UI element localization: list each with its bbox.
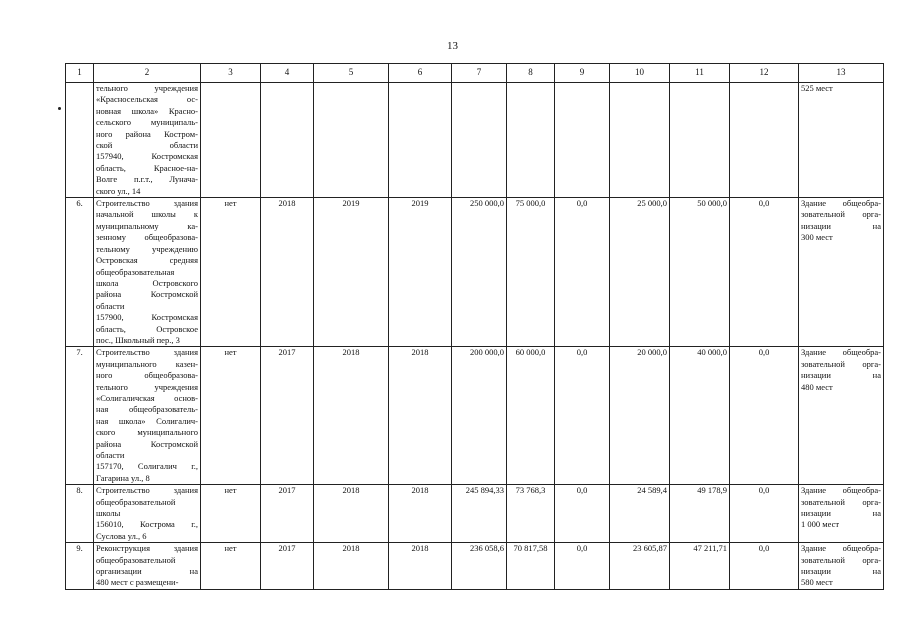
result-line: 300 мест	[801, 232, 833, 243]
object-name-line: пос., Школьный пер., 3	[96, 334, 180, 345]
object-name-cell	[94, 485, 201, 543]
table-row	[66, 347, 884, 485]
column-number: 13	[799, 64, 884, 83]
local-budget-cell: 0,0	[555, 485, 610, 543]
column-number: 6	[389, 64, 452, 83]
object-name-line: область, Островское	[96, 323, 198, 334]
commissioning-year-cell: 2019	[389, 198, 452, 347]
result-cell	[799, 198, 884, 347]
result-line: низации на	[801, 220, 881, 231]
result-line: низации на	[801, 370, 881, 381]
object-name-line: района Костромской	[96, 289, 198, 300]
design-doc-cell: нет	[201, 198, 261, 347]
end-year-cell: 2019	[314, 198, 389, 347]
object-name-line: «Солигаличская основ-	[96, 392, 198, 403]
total-cost-cell: 245 894,33	[452, 485, 507, 543]
result-line: 525 мест	[801, 83, 833, 93]
federal-budget-cell: 50 000,0	[670, 198, 730, 347]
investment-table	[65, 63, 884, 590]
object-name-line: общеобразовательной	[96, 496, 176, 507]
result-line: зовательной орга-	[801, 209, 881, 220]
other-sources-cell: 0,0	[730, 347, 799, 485]
column-number: 9	[555, 64, 610, 83]
result-line: зовательной орга-	[801, 554, 881, 565]
result-cell	[799, 543, 884, 590]
end-year-cell: 2018	[314, 485, 389, 543]
object-name-line: Строительство здания	[96, 198, 198, 209]
object-name-line: область, Красное-на-	[96, 162, 198, 173]
object-name-line: Гагарина ул., 8	[96, 472, 150, 483]
object-name-cell	[94, 543, 201, 590]
margin-mark	[58, 107, 61, 110]
total-cost-cell: 200 000,0	[452, 347, 507, 485]
column-number: 1	[66, 64, 94, 83]
federal-budget-cell: 47 211,71	[670, 543, 730, 590]
object-name-line: ного общеобразова-	[96, 370, 198, 381]
commissioning-year-cell: 2018	[389, 543, 452, 590]
regional-budget-cell: 60 000,0	[507, 347, 555, 485]
local-budget-cell: 0,0	[555, 198, 610, 347]
commissioning-year-cell: 2018	[389, 347, 452, 485]
object-name-line: ского муниципального	[96, 427, 198, 438]
object-name-line: 157900, Костромская	[96, 312, 198, 323]
column-number: 2	[94, 64, 201, 83]
result-line: Здание общеобра-	[801, 485, 881, 496]
funding-cell: 24 589,4	[610, 485, 670, 543]
funding-cell: 20 000,0	[610, 347, 670, 485]
object-name-line: тельного учреждения	[96, 381, 198, 392]
object-name-line: Реконструкция здания	[96, 543, 198, 554]
row-number: 8.	[66, 485, 94, 543]
regional-budget-cell: 70 817,58	[507, 543, 555, 590]
row-number: 6.	[66, 198, 94, 347]
object-name-line: Волге п.г.т., Лунача-	[96, 174, 198, 185]
page-number: 13	[447, 40, 458, 52]
column-number: 11	[670, 64, 730, 83]
commissioning-year-cell: 2018	[389, 485, 452, 543]
result-line: 1 000 мест	[801, 519, 840, 530]
table-row	[66, 83, 884, 198]
result-line: 480 мест	[801, 381, 833, 392]
start-year-cell: 2017	[261, 347, 314, 485]
object-name-line: Островская средняя	[96, 255, 198, 266]
row-number: 9.	[66, 543, 94, 590]
other-sources-cell: 0,0	[730, 543, 799, 590]
funding-cell: 23 605,87	[610, 543, 670, 590]
design-doc-cell: нет	[201, 347, 261, 485]
end-year-cell: 2018	[314, 347, 389, 485]
federal-budget-cell: 49 178,9	[670, 485, 730, 543]
column-number: 10	[610, 64, 670, 83]
object-name-line: начальной школы к	[96, 209, 198, 220]
column-number: 3	[201, 64, 261, 83]
object-name-line: школы	[96, 508, 121, 519]
start-year-cell: 2017	[261, 485, 314, 543]
result-line: низации на	[801, 566, 881, 577]
object-name-cell	[94, 83, 201, 198]
object-name-cell	[94, 347, 201, 485]
object-name-line: 157170, Солигалич г.,	[96, 461, 198, 472]
object-name-line: 480 мест с размещени-	[96, 577, 179, 588]
local-budget-cell: 0,0	[555, 543, 610, 590]
object-name-line: ского ул., 14	[96, 185, 141, 196]
table-row	[66, 485, 884, 543]
federal-budget-cell	[670, 83, 730, 198]
commissioning-year-cell	[389, 83, 452, 198]
end-year-cell: 2018	[314, 543, 389, 590]
table-row	[66, 543, 884, 590]
object-name-line: 157940, Костромская	[96, 151, 198, 162]
object-name-line: Суслова ул., 6	[96, 530, 147, 541]
object-name-line: Строительство здания	[96, 485, 198, 496]
row-number	[66, 83, 94, 198]
column-number: 7	[452, 64, 507, 83]
column-number-row	[66, 64, 884, 83]
object-name-line: новная школа» Красно-	[96, 105, 198, 116]
object-name-line: ная общеобразователь-	[96, 404, 198, 415]
result-cell	[799, 83, 884, 198]
object-name-line: района Костромской	[96, 438, 198, 449]
other-sources-cell	[730, 83, 799, 198]
column-number: 8	[507, 64, 555, 83]
table-row	[66, 198, 884, 347]
object-name-line: зенному общеобразова-	[96, 232, 198, 243]
object-name-line: муниципальному ка-	[96, 220, 198, 231]
regional-budget-cell: 75 000,0	[507, 198, 555, 347]
local-budget-cell: 0,0	[555, 347, 610, 485]
end-year-cell	[314, 83, 389, 198]
result-line: низации на	[801, 508, 881, 519]
federal-budget-cell: 40 000,0	[670, 347, 730, 485]
object-name-line: сельского муниципаль-	[96, 117, 198, 128]
design-doc-cell: нет	[201, 485, 261, 543]
start-year-cell	[261, 83, 314, 198]
start-year-cell: 2018	[261, 198, 314, 347]
result-line: 580 мест	[801, 577, 833, 588]
column-number: 12	[730, 64, 799, 83]
result-line: Здание общеобра-	[801, 198, 881, 209]
result-cell	[799, 347, 884, 485]
other-sources-cell: 0,0	[730, 198, 799, 347]
object-name-line: области	[96, 300, 125, 311]
object-name-line: муниципального казен-	[96, 358, 198, 369]
design-doc-cell: нет	[201, 543, 261, 590]
result-cell	[799, 485, 884, 543]
object-name-line: организации на	[96, 566, 198, 577]
object-name-line: Строительство здания	[96, 347, 198, 358]
total-cost-cell: 250 000,0	[452, 198, 507, 347]
total-cost-cell	[452, 83, 507, 198]
regional-budget-cell: 73 768,3	[507, 485, 555, 543]
funding-cell	[610, 83, 670, 198]
object-name-line: «Красносельская ос-	[96, 94, 198, 105]
result-line: зовательной орга-	[801, 358, 881, 369]
column-number: 4	[261, 64, 314, 83]
object-name-line: ного района Костром-	[96, 128, 198, 139]
object-name-line: школа Островского	[96, 277, 198, 288]
other-sources-cell: 0,0	[730, 485, 799, 543]
start-year-cell: 2017	[261, 543, 314, 590]
object-name-line: тельному учреждению	[96, 243, 198, 254]
object-name-line: общеобразовательной	[96, 554, 176, 565]
funding-cell: 25 000,0	[610, 198, 670, 347]
result-line: зовательной орга-	[801, 496, 881, 507]
column-number: 5	[314, 64, 389, 83]
result-line: Здание общеобра-	[801, 543, 881, 554]
row-number: 7.	[66, 347, 94, 485]
object-name-line: тельного учреждения	[96, 83, 198, 93]
object-name-line: 156010, Кострома г.,	[96, 519, 198, 530]
object-name-line: ная школа» Солигалич-	[96, 415, 198, 426]
object-name-line: области	[96, 450, 125, 460]
object-name-line: ской области	[96, 140, 198, 151]
total-cost-cell: 236 058,6	[452, 543, 507, 590]
object-name-cell	[94, 198, 201, 347]
regional-budget-cell	[507, 83, 555, 198]
object-name-line: общеобразовательная	[96, 266, 175, 277]
local-budget-cell	[555, 83, 610, 198]
result-line: Здание общеобра-	[801, 347, 881, 358]
design-doc-cell	[201, 83, 261, 198]
